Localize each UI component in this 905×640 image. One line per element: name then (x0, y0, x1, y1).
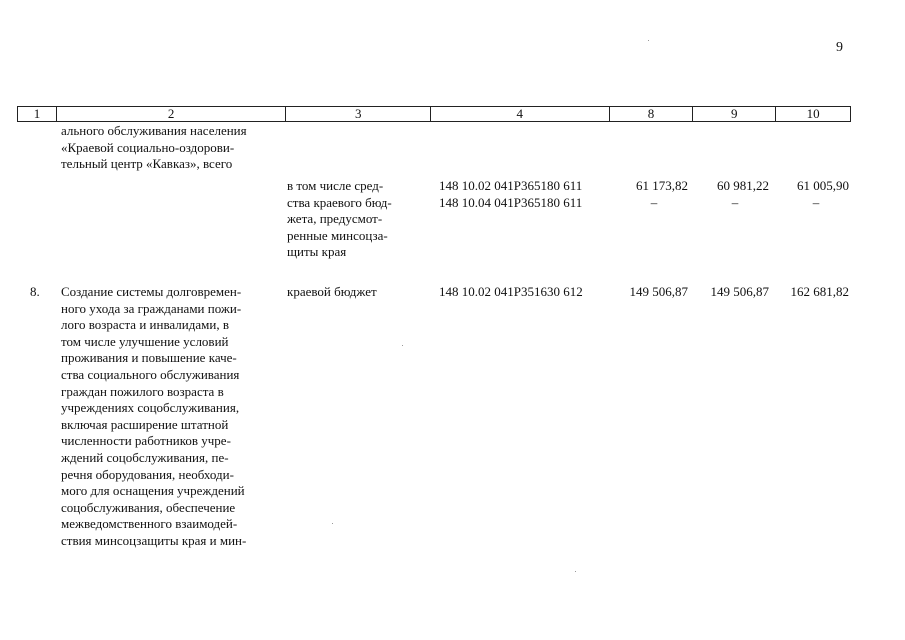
row-cont-source (287, 178, 421, 261)
text-line: жета, предусмот- (287, 211, 383, 227)
row8-v8: 149 506,87 (629, 284, 688, 299)
value-dash: – (650, 194, 658, 210)
text-line: ства социального обслуживания (61, 366, 240, 382)
text-line: щиты края (287, 244, 347, 260)
header-col-2: 2 (57, 107, 286, 121)
value-cell: 61 173,82 (636, 178, 688, 193)
text-line: ства краевого бюд- (287, 194, 392, 210)
value-dash: – (812, 194, 820, 210)
header-col-3: 3 (286, 107, 431, 121)
row8-v9: 149 506,87 (710, 284, 769, 299)
row8-number: 8. (30, 284, 40, 299)
row8-code: 148 10.02 041P351630 612 (439, 284, 583, 299)
budget-code: 148 10.04 041P365180 611 (439, 194, 583, 210)
text-line: мого для оснащения учреждений (61, 483, 245, 499)
scan-speck (648, 40, 649, 41)
row-cont-v10 (783, 178, 849, 211)
row8-name (61, 284, 277, 550)
value-dash: – (731, 194, 739, 210)
text-line: численности работников учре- (61, 433, 231, 449)
text-line: ального обслуживания населения (61, 123, 247, 138)
value-cell: 61 005,90 (797, 178, 849, 193)
row-cont-v8 (620, 178, 688, 211)
scan-speck (402, 345, 403, 346)
row8-v10: 162 681,82 (790, 284, 849, 299)
text-line: учреждениях соцобслуживания, (61, 400, 240, 416)
budget-code: 148 10.02 041P365180 611 (439, 178, 583, 193)
text-line: Создание системы долговремен- (61, 284, 242, 299)
header-col-1: 1 (18, 107, 57, 121)
row8-source: краевой бюджет (287, 284, 377, 299)
header-col-4: 4 (431, 107, 610, 121)
text-line: проживания и повышение каче- (61, 350, 237, 366)
text-line: ренные минсоцза- (287, 227, 388, 243)
row-cont-codes (439, 178, 609, 211)
row-cont-v9 (701, 178, 769, 211)
scan-speck (332, 523, 333, 524)
text-line: речня оборудования, необходи- (61, 466, 234, 482)
value-cell: 60 981,22 (717, 178, 769, 193)
text-line: том числе улучшение условий (61, 333, 229, 349)
header-col-9: 9 (693, 107, 776, 121)
text-line: ствия минсоцзащиты края и мин- (61, 532, 247, 548)
header-col-10: 10 (806, 106, 820, 121)
row-cont-name (61, 123, 277, 173)
text-line: межведомственного взаимодей- (61, 516, 238, 532)
text-line: в том числе сред- (287, 178, 384, 193)
table-header-row (17, 106, 851, 122)
text-line: соцобслуживания, обеспечение (61, 499, 236, 515)
page-number: 9 (836, 40, 843, 55)
header-col-8: 8 (610, 107, 694, 121)
text-line: включая расширение штатной (61, 416, 229, 432)
text-line: «Краевой социально-оздорови- (61, 139, 235, 155)
scan-speck (575, 571, 576, 572)
text-line: граждан пожилого возраста в (61, 383, 224, 399)
text-line: ждений соцобслуживания, пе- (61, 449, 229, 465)
text-line: тельный центр «Кавказ», всего (61, 156, 233, 172)
text-line: лого возраста и инвалидами, в (61, 317, 229, 333)
text-line: ного ухода за гражданами пожи- (61, 300, 242, 316)
